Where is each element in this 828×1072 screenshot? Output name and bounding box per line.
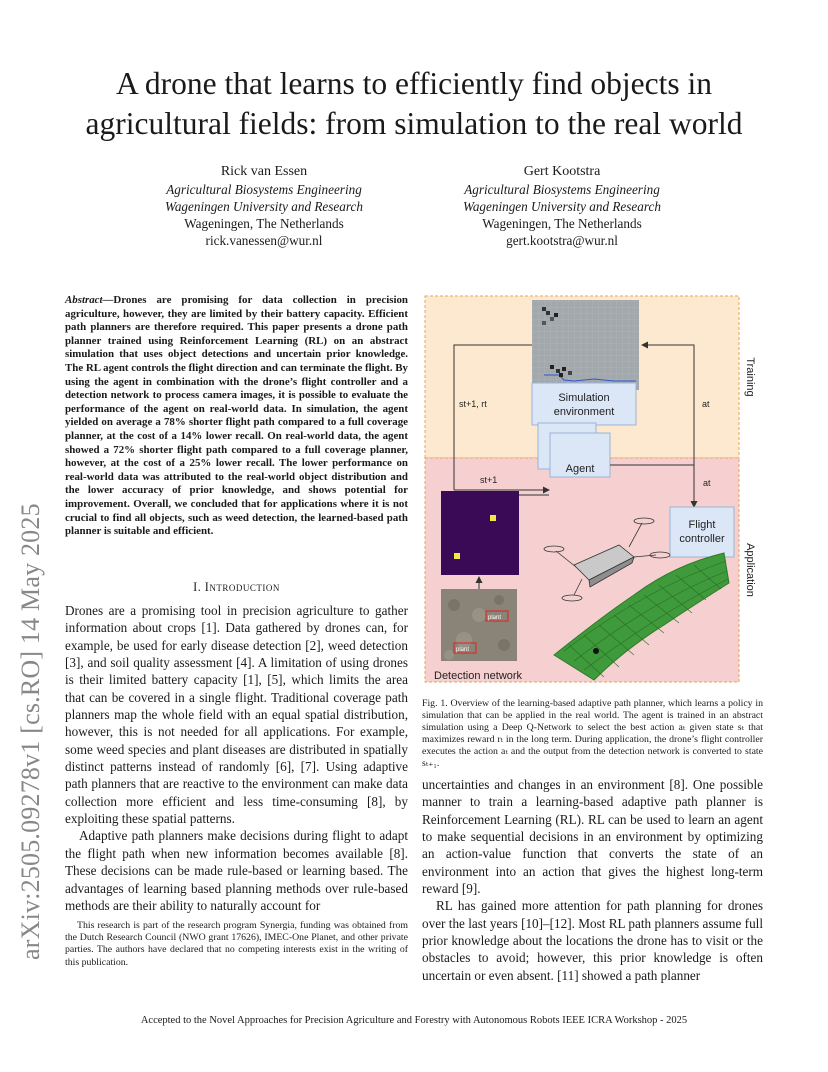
action-top-label: at [702, 399, 710, 409]
author-email[interactable]: gert.kootstra@wur.nl [506, 233, 618, 248]
plant-label-1: plant [488, 615, 502, 621]
detection-network-label: Detection network [434, 670, 523, 682]
author-city: Wageningen, The Netherlands [184, 216, 344, 231]
author-name: Rick van Essen [220, 164, 308, 179]
figure-1-caption: Fig. 1. Overview of the learning-based adaptive path planner, which learns a policy in simulation that can be applied in the real world. The agent is trained in an abstract simulation using a Deep Q-Network to select the best action aₜ given state sₜ that maximizes reward rₜ in the long term. During application, the drone’s flight controller executes the action aₜ and the output from the detection network is converted to state sₜ₊₁. [422, 698, 763, 770]
page-footer: Accepted to the Novel Approaches for Precision Agriculture and Forestry with Autonomous Robots IEEE ICRA Workshop - 2025 [140, 1015, 688, 1026]
flight-controller-box [670, 507, 734, 557]
abstract [65, 294, 408, 539]
figure-1-diagram [424, 295, 762, 683]
author-email[interactable]: rick.vanessen@wur.nl [205, 233, 323, 248]
flight-controller-label-1: Flight [688, 519, 716, 531]
title-line-2: agricultural fields: from simulation to the real world [85, 106, 743, 141]
intro-paragraph-2: Adaptive path planners make decisions during flight to adapt the flight path when new information becomes available [8]. These decisions can be made rule-based or learning based. The advantages of learning based planning methods over rule-based methods are their ability to naturally account for [65, 828, 408, 913]
next-state-label: st+1 [480, 475, 498, 485]
state-reward-label: st+1, rt [459, 399, 487, 409]
funding-footnote [65, 920, 408, 969]
author-org: Wageningen University and Research [463, 199, 661, 214]
abstract-text: —Drones are promising for data collection in precision agriculture, however, they are limited by their battery capacity. Efficient path planners are therefore required. This paper presents a drone path planner trained using Reinforcement Learning (RL) on an abstract simulation that uses object detections and uncertain prior knowledge. The RL agent controls the flight direction and can terminate the flight. By using the agent in combination with the drone’s flight controller and a detection network to process camera images, it is possible to evaluate the performance of the agent on real-world data. In simulation, the agent yielded on average a 78% shorter flight path compared to a full coverage planner, at the cost of a 14% lower recall. On real-world data, the agent showed a 72% shorter flight path compared to a full coverage planner, however, at the cost of a 25% lower recall. The lower performance on real-world data was attributed to the real-world object distribution and the lower accuracy of prior knowledge, and shows potential for improvement. Overall, we concluded that for applications where it is not crucial to find all objects, such as weed detection, the learned-based path planner is suitable and efficient. [65, 294, 408, 538]
right-column-body [422, 776, 763, 984]
action-bottom-label: at [703, 478, 711, 488]
arxiv-identifier: arXiv:2505.09278v1 [cs.RO] 14 May 2025 [16, 503, 45, 960]
detection-dot [490, 515, 496, 521]
author-city: Wageningen, The Netherlands [482, 216, 642, 231]
author-block-2 [412, 163, 712, 249]
footnote-text: This research is part of the research program Synergia, funding was obtained from the Dutch Research Council (NWO grant 17626), IMEC-One Planet, and other private parties. The authors have declared that no competing interests exist in the writing of this publication. [65, 920, 408, 968]
intro-paragraph-1: Drones are a promising tool in precision agriculture to gather information about crops [1]. Data gathered by drones can, for example, be used for early disease detection [2], weed detection [3], and soil quality assessment [4]. A limitation of using drones is their limited battery capacity [1], [5], which limits the area that can be covered in a single flight. Traditional coverage path planners map the whole field with an equal spatial distribution, however, this is not needed for all applications. For example, some weed species and plant diseases are distributed in spatially distinct patterns instead of randomly [6], [7]. Using adaptive path planners that are reactive to the environment can make data collection more efficient and less time-consuming [8], by exploiting these spatial patterns. [65, 603, 408, 827]
simulation-environment-box [532, 383, 636, 425]
sim-env-label-1: Simulation [558, 392, 610, 404]
introduction-body [65, 602, 408, 914]
detection-dot [454, 553, 460, 559]
training-label: Training [744, 357, 756, 397]
right-paragraph-1: uncertainties and changes in an environment [8]. One possible manner to train a learning-based adaptive path planner is Reinforcement Learning (RL). RL can be used to learn an agent to make sequential decisions in an environment by optimizing an action-value function that converts the state of an environment into an action that gives the highest long-term reward [9]. [422, 777, 763, 897]
paper-title [40, 64, 788, 144]
flight-controller-label-2: controller [679, 533, 725, 545]
title-line-1: A drone that learns to efficiently find objects in [115, 66, 712, 101]
plant-label-2: plant [456, 647, 470, 653]
right-paragraph-2: RL has gained more attention for path planning for drones over the last years [10]–[12]. Most RL path planners assume full prior knowledge about the locations the drone has to visit or the obstacles to avoid; however, this prior knowledge is often uncertain or even absent. [11] showed a path planner [422, 898, 763, 983]
section-heading-introduction: I. Introduction [193, 580, 280, 594]
agent-label: Agent [565, 463, 595, 475]
author-dept: Agricultural Biosystems Engineering [464, 182, 660, 197]
author-name: Gert Kootstra [523, 164, 601, 179]
abstract-label: Abstract [65, 294, 103, 306]
author-org: Wageningen University and Research [165, 199, 363, 214]
author-block-1 [114, 163, 414, 249]
sim-env-label-2: environment [553, 406, 615, 418]
application-label: Application [744, 543, 756, 597]
author-dept: Agricultural Biosystems Engineering [166, 182, 362, 197]
